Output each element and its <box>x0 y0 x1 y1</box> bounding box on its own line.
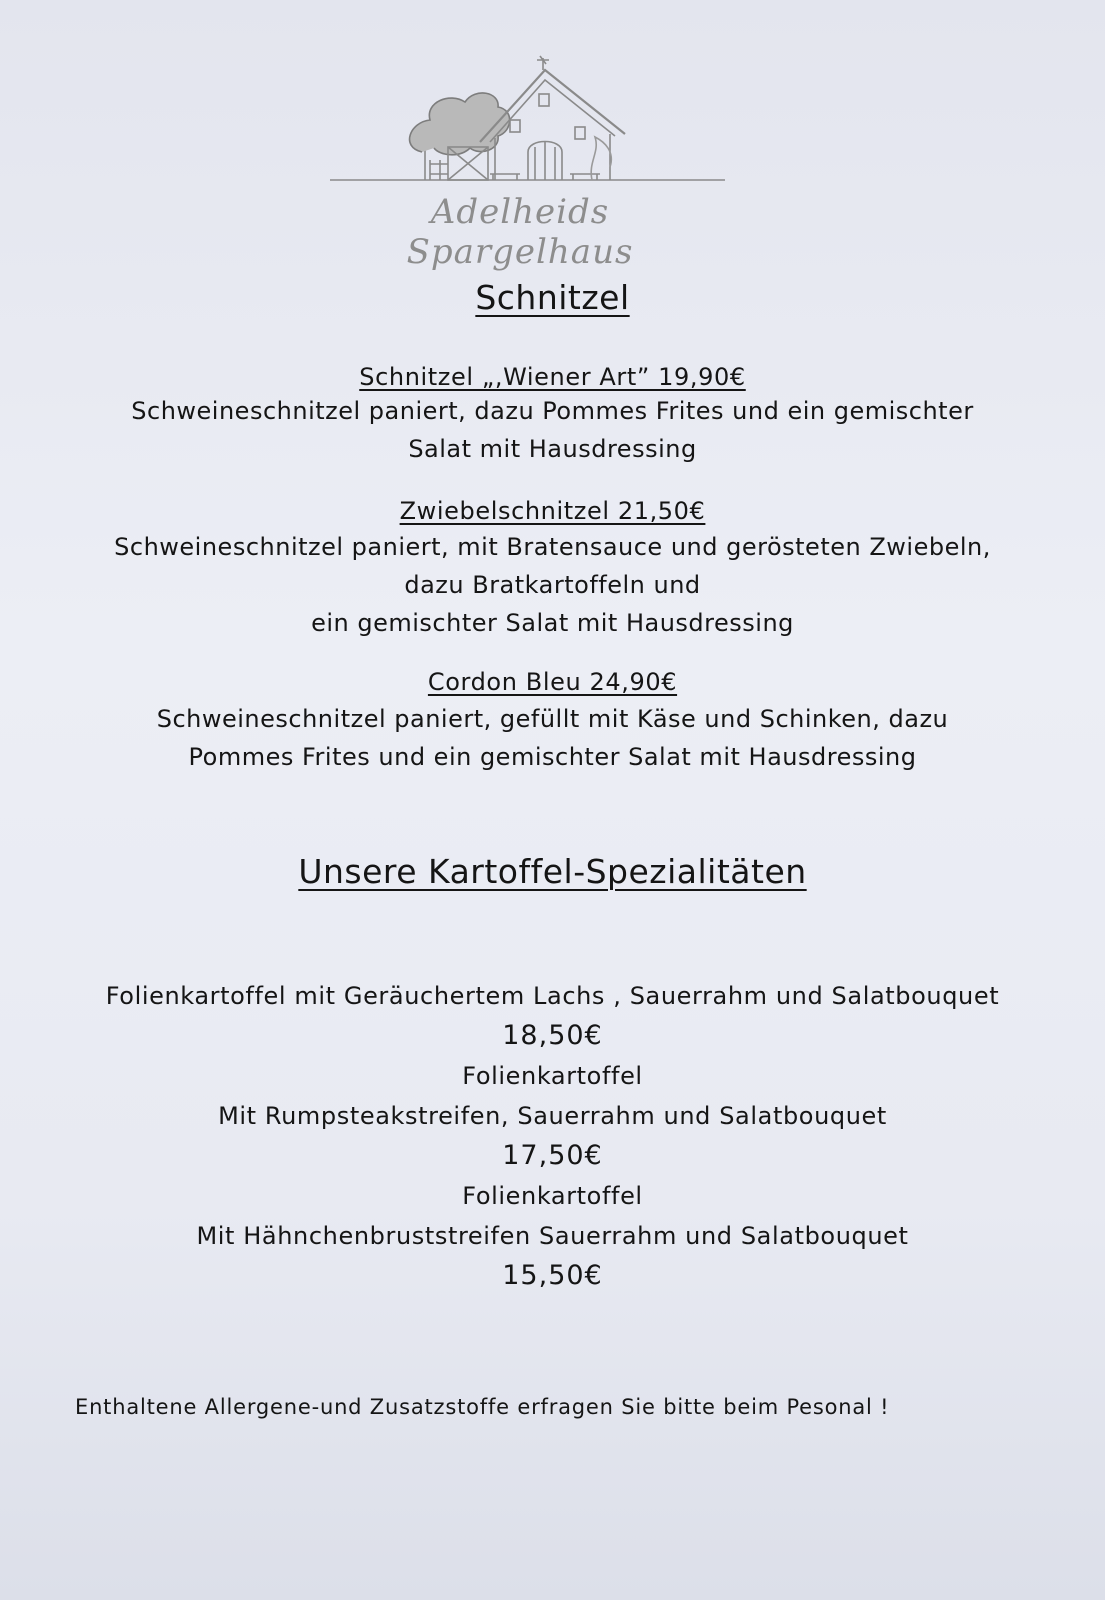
menu-item <box>0 497 1105 525</box>
description-line: ein gemischter Salat mit Hausdressing <box>311 609 794 637</box>
menu-item <box>0 668 1105 696</box>
potato-item-price: 17,50€ <box>502 1140 603 1171</box>
description-line: Schweineschnitzel paniert, dazu Pommes Frites und ein gemischter <box>131 397 974 425</box>
restaurant-name: Adelheids Spargelhaus <box>406 192 634 272</box>
potato-item-line: Folienkartoffel <box>462 1062 643 1090</box>
menu-item-description <box>0 392 1105 468</box>
menu-item-name: Cordon Bleu 24,90€ <box>427 668 678 696</box>
potato-item-line: Mit Rumpsteakstreifen, Sauerrahm und Salatbouquet <box>218 1102 887 1130</box>
house-logo-icon <box>330 52 740 192</box>
potato-item-price: 18,50€ <box>502 1020 603 1051</box>
menu-item-name: Schnitzel „,Wiener Art” 19,90€ <box>359 363 746 391</box>
potato-item-line: Folienkartoffel mit Geräuchertem Lachs , Sauerrahm und Salatbouquet <box>105 982 1000 1010</box>
section-title-kartoffel: Unsere Kartoffel-Spezialitäten <box>298 852 807 891</box>
description-line: dazu Bratkartoffeln und <box>404 571 701 599</box>
potato-item-price: 15,50€ <box>502 1260 603 1291</box>
potato-item-line: Mit Hähnchenbruststreifen Sauerrahm und Salatbouquet <box>196 1222 909 1250</box>
description-line: Schweineschnitzel paniert, mit Bratensauce und gerösteten Zwiebeln, <box>114 533 991 561</box>
potato-item-line: Folienkartoffel <box>462 1182 643 1210</box>
menu-item <box>0 363 1105 391</box>
menu-item-name: Zwiebelschnitzel 21,50€ <box>399 497 706 525</box>
potato-list <box>0 976 1105 1296</box>
menu-item-description <box>0 528 1105 642</box>
description-line: Salat mit Hausdressing <box>408 435 697 463</box>
allergen-note: Enthaltene Allergene-und Zusatzstoffe erfragen Sie bitte beim Pesonal ! <box>75 1395 890 1419</box>
menu-item-description <box>0 700 1105 776</box>
section-title-schnitzel: Schnitzel <box>475 278 630 317</box>
restaurant-logo <box>330 52 740 272</box>
description-line: Schweineschnitzel paniert, gefüllt mit Käse und Schinken, dazu <box>156 705 949 733</box>
description-line: Pommes Frites und ein gemischter Salat mit Hausdressing <box>188 743 917 771</box>
